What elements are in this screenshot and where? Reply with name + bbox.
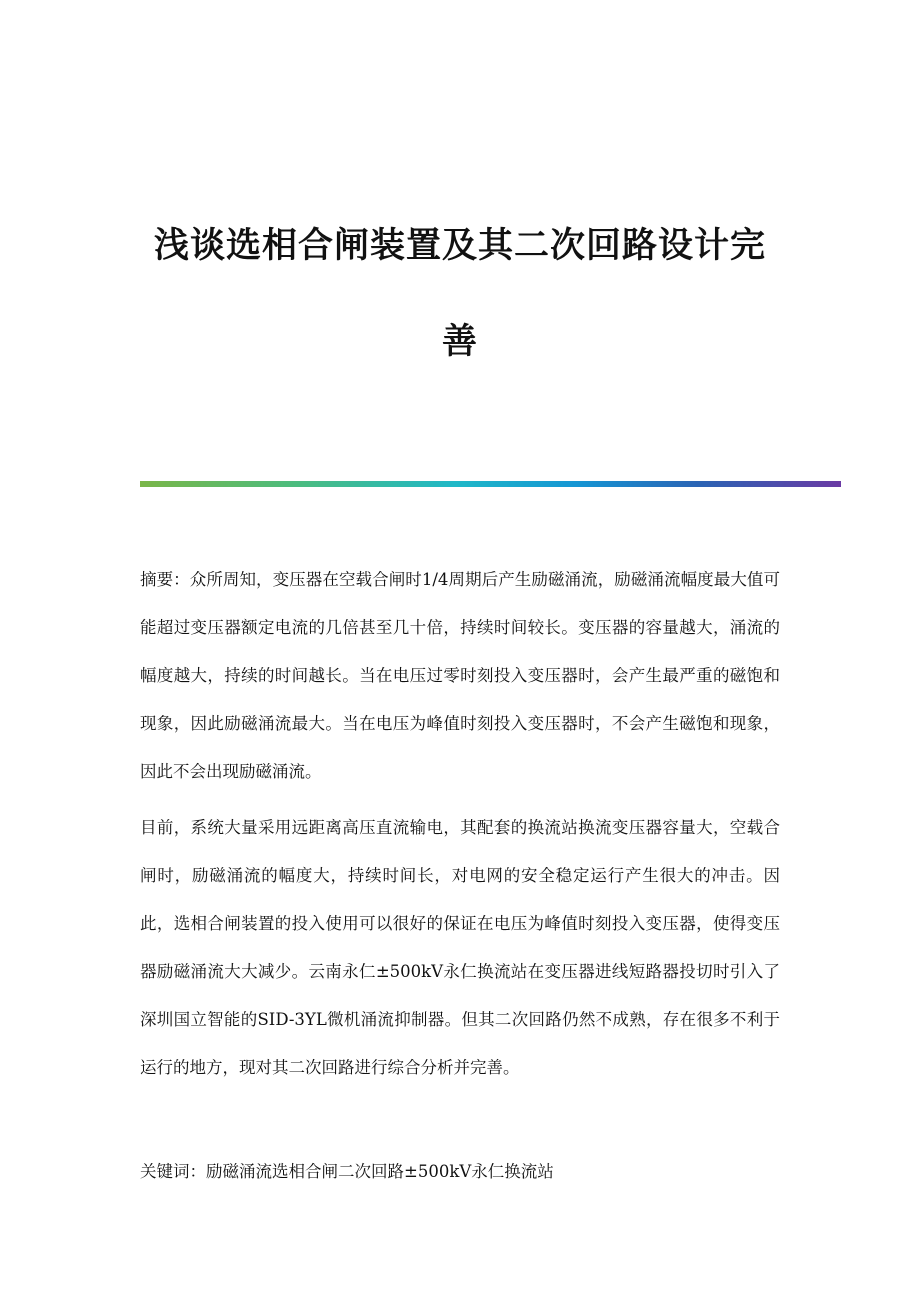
document-title-continued: 善 [441, 322, 478, 362]
keywords-line: 关键词：励磁涌流选相合闸二次回路±500kV永仁换流站 [140, 1162, 554, 1181]
document-title: 浅谈选相合闸装置及其二次回路设计完 [153, 226, 766, 266]
abstract-paragraph: 摘要：众所周知，变压器在空载合闸时1/4周期后产生励磁涌流，励磁涌流幅度最大值可能超过变压器额定电流的几倍甚至几十倍，持续时间较长。变压器的容量越大，涌流的幅度越大，持续的时间越长。当在电压过零时刻投入变压器时，会产生最严重的磁饱和现象，因此励磁涌流最大。当在电压为峰值时刻投入变压器时，不会产生磁饱和现象，因此不会出现励磁涌流。 [140, 570, 780, 781]
gradient-divider [140, 481, 841, 487]
body-paragraph: 目前，系统大量采用远距离高压直流输电，其配套的换流站换流变压器容量大，空载合闸时，励磁涌流的幅度大，持续时间长，对电网的安全稳定运行产生很大的冲击。因此，选相合闸装置的投入使用可以很好的保证在电压为峰值时刻投入变压器，使得变压器励磁涌流大大减少。云南永仁±500kV永仁换流站在变压器进线短路器投切时引入了深圳国立智能的SID-3YL微机涌流抑制器。但其二次回路仍然不成熟，存在很多不利于运行的地方，现对其二次回路进行综合分析并完善。 [140, 818, 780, 1077]
